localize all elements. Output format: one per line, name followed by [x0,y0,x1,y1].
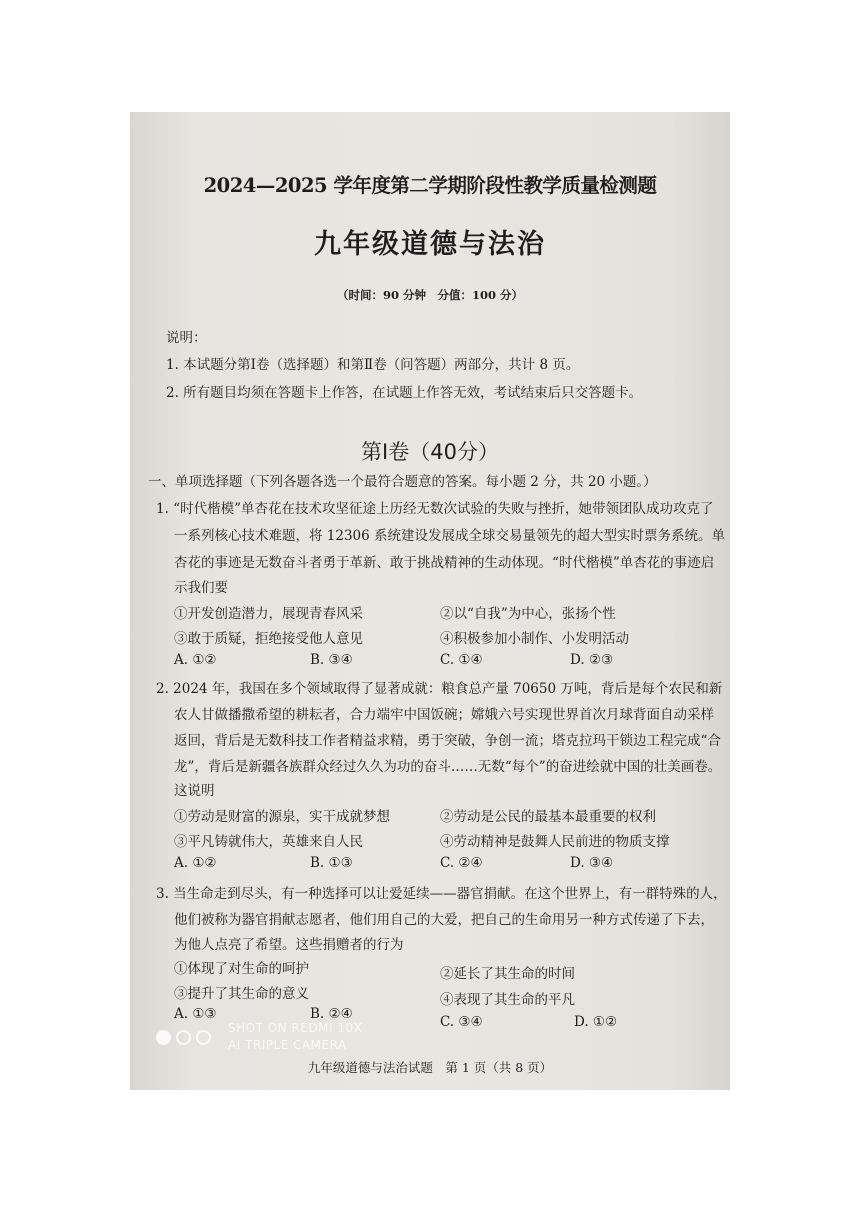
question-1-text: 示我们要 [174,580,228,596]
question-1-option-a: A. ①② [174,652,217,668]
question-3-option-b: B. ②④ [310,1006,353,1022]
question-3-statement: ②延长了其生命的时间 [440,966,575,982]
question-3-option-d: D. ①② [574,1014,618,1030]
note-item: 2. 所有题目均须在答题卡上作答，在试题上作答无效，考试结束后只交答题卡。 [166,385,643,401]
question-2-statement: ④劳动精神是鼓舞人民前进的物质支撑 [440,834,670,850]
question-1-statement: ④积极参加小制作、小发明活动 [440,631,629,647]
question-2-option-a: A. ①② [174,855,217,871]
question-1-statement: ③敢于质疑，拒绝接受他人意见 [174,631,363,647]
camera-watermark-line2: AI TRIPLE CAMERA [228,1038,347,1052]
question-2-text: 农人甘做播撒希望的耕耘者，合力端牢中国饭碗；嫦娥六号实现世界首次月球背面自动采样 [174,707,714,723]
page-footer: 九年级道德与法治试题 第 1 页（共 8 页） [307,1060,553,1075]
question-1-text: 1. “时代楷模”单杏花在技术攻坚征途上历经无数次试验的失败与挫折，她带领团队成功攻克了 [156,501,714,517]
question-2-text: 返回，背后是无数科技工作者精益求精，勇于突破，争创一流；塔克拉玛干锁边工程完成“合 [174,733,721,749]
question-1-statement: ②以“自我”为中心，张扬个性 [440,606,616,622]
question-3-statement: ③提升了其生命的意义 [174,986,309,1002]
section-title: 第Ⅰ卷（40分） [361,440,499,464]
question-3-text: 3. 当生命走到尽头，有一种选择可以让爱延续——器官捐献。在这个世界上，有一群特殊的人， [156,886,727,902]
question-2-option-d: D. ③④ [570,855,614,871]
question-2-option-b: B. ①③ [310,855,353,871]
notes-heading: 说明： [166,330,207,346]
time-score-info: （时间：90 分钟 分值：100 分） [336,288,523,302]
question-3-statement: ④表现了其生命的平凡 [440,992,575,1008]
question-1-statement: ①开发创造潜力，展现青春风采 [174,606,363,622]
question-1-text: 杏花的事迹是无数奋斗者勇于革新、敢于挑战精神的生动体现。“时代楷模”单杏花的事迹启 [174,555,715,571]
camera-logo-ring-icon [196,1030,211,1045]
question-1-text: 一系列核心技术难题，将 12306 系统建设发展成全球交易量领先的超大型实时票务系统。单 [174,528,726,544]
note-item: 1. 本试题分第Ⅰ卷（选择题）和第Ⅱ卷（问答题）两部分，共计 8 页。 [166,357,580,373]
question-2-text: 2. 2024 年，我国在多个领域取得了显著成就：粮食总产量 70650 万吨，背后是每个农民和新 [156,681,723,697]
question-2-statement: ②劳动是公民的最基本最重要的权利 [440,809,656,825]
exam-paper-photo [130,112,730,1090]
camera-logo-dot-icon [156,1030,171,1045]
question-2-option-c: C. ②④ [440,855,483,871]
question-2-statement: ③平凡铸就伟大，英雄来自人民 [174,834,363,850]
subject-title: 九年级道德与法治 [314,229,546,260]
question-2-statement: ①劳动是财富的源泉，实干成就梦想 [174,809,390,825]
question-3-option-a: A. ①③ [174,1006,217,1022]
question-1-option-c: C. ①④ [440,652,483,668]
question-1-option-b: B. ③④ [310,652,353,668]
question-2-text: 龙”，背后是新疆各族群众经过久久为功的奋斗……无数“每个”的奋进绘就中国的壮美画卷。 [174,759,722,775]
section-instruction: 一、单项选择题（下列各题各选一个最符合题意的答案。每小题 2 分，共 20 小题。） [148,474,657,490]
question-2-text: 这说明 [174,783,215,799]
question-3-option-c: C. ③④ [440,1014,483,1030]
camera-logo-ring-icon [176,1030,191,1045]
question-3-statement: ①体现了对生命的呵护 [174,961,309,977]
camera-watermark-line1: SHOT ON REDMI 10X [228,1021,363,1035]
question-3-text: 他们被称为器官捐献志愿者，他们用自己的大爱，把自己的生命用另一种方式传递了下去， [174,912,714,928]
exam-title: 2024—2025 学年度第二学期阶段性教学质量检测题 [203,174,657,197]
question-1-option-d: D. ②③ [570,652,614,668]
question-3-text: 为他人点亮了希望。这些捐赠者的行为 [174,937,404,953]
